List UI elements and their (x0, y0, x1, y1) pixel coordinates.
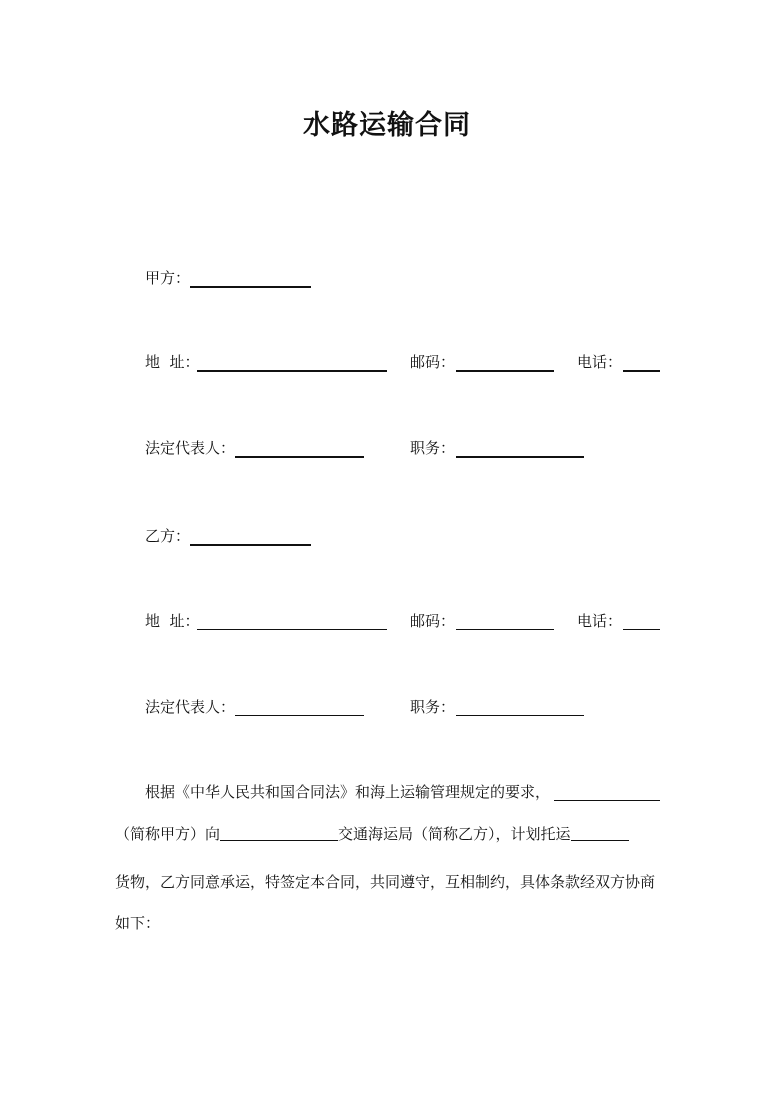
intro-line-4: 如下： (115, 914, 161, 932)
party-b-rep-row (145, 695, 595, 719)
party-b-address-row (145, 609, 665, 633)
party-a-rep-row (145, 436, 595, 460)
party-a-legal-rep-field[interactable] (235, 456, 364, 458)
intro-goods-field[interactable] (571, 824, 629, 841)
party-a-address-field[interactable] (197, 370, 387, 372)
intro-party-a-field[interactable] (554, 800, 660, 801)
intro-line-2-part-1: （简称甲方）向 (115, 825, 221, 843)
party-b-name-field[interactable] (190, 544, 311, 546)
party-a-legal-rep-label: 法定代表人： (145, 439, 236, 457)
intro-shipper-field[interactable] (220, 824, 338, 841)
party-a-address-label: 地 址： (145, 353, 200, 371)
party-b-position-label: 职务： (410, 698, 456, 716)
party-a-phone-field[interactable] (623, 370, 660, 372)
party-b-postcode-label: 邮码： (410, 612, 456, 630)
intro-line-2 (115, 822, 629, 846)
party-b-phone-label: 电话： (577, 612, 623, 630)
party-a-phone-label: 电话： (577, 353, 623, 371)
party-a-postcode-field[interactable] (456, 370, 554, 372)
party-a-row (145, 266, 345, 290)
intro-line-1-text: 根据《中华人民共和国合同法》和海上运输管理规定的要求， (145, 783, 551, 801)
intro-line-1 (145, 780, 550, 804)
party-b-row (145, 524, 345, 548)
party-b-postcode-field[interactable] (456, 629, 554, 630)
party-a-address-row (145, 350, 665, 374)
document-title: 水路运输合同 (303, 110, 471, 141)
intro-line-3: 货物，乙方同意承运，特签定本合同，共同遵守，互相制约，具体条款经双方协商 (115, 873, 656, 891)
party-b-address-field[interactable] (197, 629, 387, 630)
party-b-label: 乙方： (145, 527, 191, 545)
party-a-position-label: 职务： (410, 439, 456, 457)
party-a-name-field[interactable] (190, 286, 311, 288)
party-b-legal-rep-label: 法定代表人： (145, 698, 236, 716)
party-b-address-label: 地 址： (145, 612, 200, 630)
party-a-position-field[interactable] (456, 456, 584, 458)
party-b-phone-field[interactable] (623, 629, 660, 630)
party-a-postcode-label: 邮码： (410, 353, 456, 371)
intro-line-2-part-2: 交通海运局（简称乙方），计划托运 (338, 825, 571, 843)
party-a-label: 甲方： (145, 269, 191, 287)
party-b-legal-rep-field[interactable] (235, 715, 364, 716)
party-b-position-field[interactable] (456, 715, 584, 716)
